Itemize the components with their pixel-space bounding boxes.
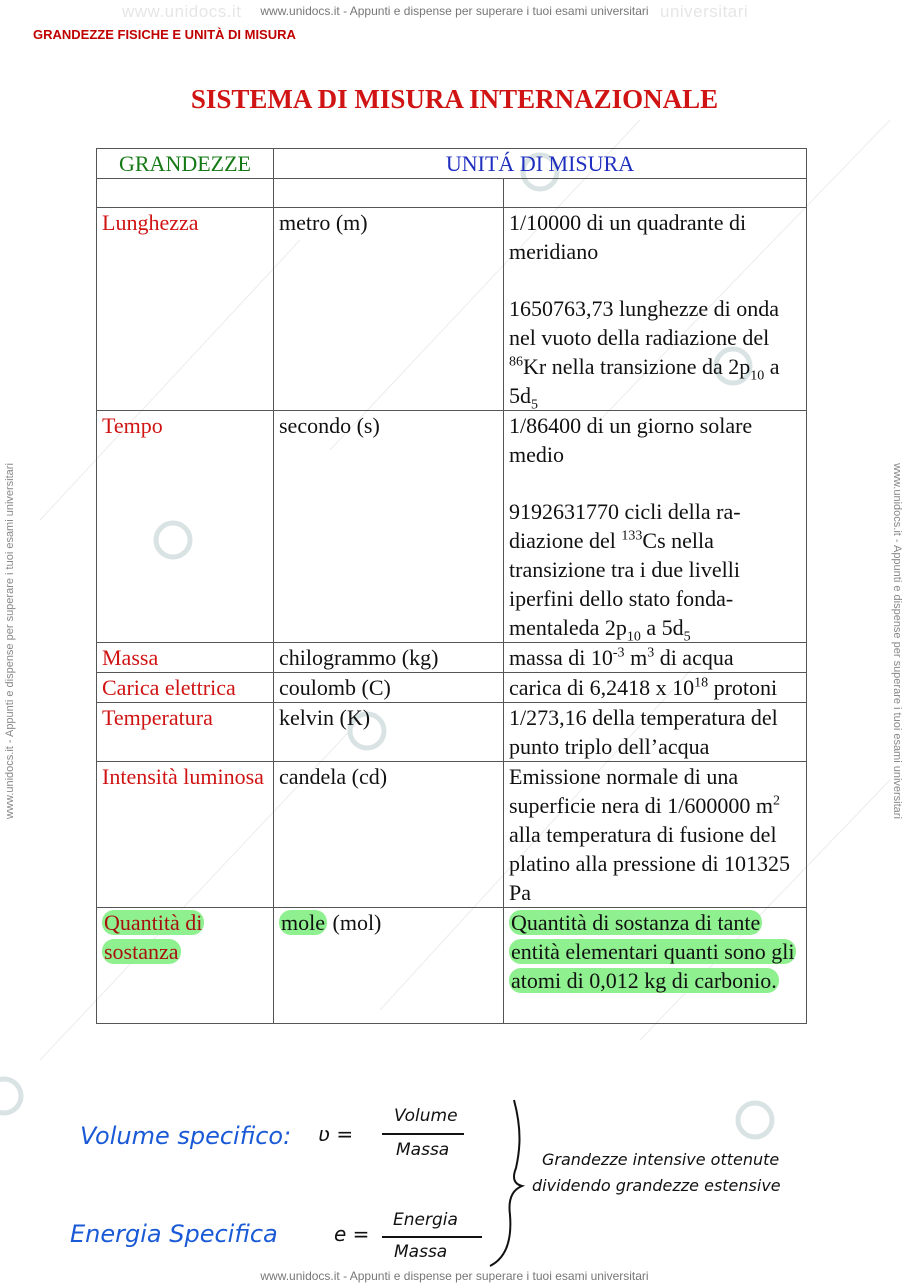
unit-name: secondo (s) xyxy=(274,411,504,643)
highlight-mark: mole xyxy=(281,910,325,935)
handwritten-volume-numerator: Volume xyxy=(394,1106,458,1126)
unit-definition: Emissione normale di una superficie nera di 1/600000 $m^2$ alla temperatura di fusione del platino alla pressione di 101325 Pa xyxy=(504,762,807,908)
unit-name: candela (cd) xyxy=(274,762,504,908)
definition-text: 1/10000 di un quadrante di meridiano xyxy=(509,210,747,264)
header-grandezze: GRANDEZZE xyxy=(97,149,274,179)
quantity-name: Intensità luminosa xyxy=(97,762,274,908)
unit-definition: 1/273,16 della temperatura del punto triplo dell’acqua xyxy=(504,703,807,762)
watermark-side-right: www.unidocs.it - Appunti e dispense per superare i tuoi esami universitari xyxy=(891,463,903,819)
watermark-ghost: www.unidocs.it xyxy=(122,2,242,21)
definition-text: 1650763,73 lunghezze di onda nel vuoto della radiazione del $^{86}$Kr nella transizione da $2p_{10}$ a $5d_5$ xyxy=(509,296,780,413)
quantity-name: Massa xyxy=(97,643,274,673)
unit-name: chilogrammo (kg) xyxy=(274,643,504,673)
handwritten-volume-symbol: ʋ = xyxy=(318,1122,354,1146)
header-unita: UNITÁ DI MISURA xyxy=(274,149,807,179)
handwritten-note-line2: dividendo grandezze estensive xyxy=(532,1176,781,1195)
quantity-name: Lunghezza xyxy=(97,208,274,411)
handwritten-volume-denominator: Massa xyxy=(396,1140,450,1160)
quantity-name: Carica elettrica xyxy=(97,673,274,703)
watermark-side-left: www.unidocs.it - Appunti e dispense per superare i tuoi esami universitari xyxy=(4,463,16,819)
watermark-bottom: www.unidocs.it - Appunti e dispense per superare i tuoi esami universitari xyxy=(260,1269,649,1283)
handwritten-energy-label: Energia Specifica xyxy=(70,1220,278,1248)
quantity-name: Temperatura xyxy=(97,703,274,762)
highlight-mark: Quantità di sostanza di tante entità elementari quanti sono gli atomi di 0,012 kg di carbonio. xyxy=(511,910,795,993)
handwritten-energy-numerator: Energia xyxy=(393,1210,458,1230)
handwritten-note-line1: Grandezze intensive ottenute xyxy=(542,1150,780,1169)
highlight-mark: Quantità di sostanza xyxy=(104,910,203,964)
unit-name: metro (m) xyxy=(274,208,504,411)
document-title: SISTEMA DI MISURA INTERNAZIONALE xyxy=(190,84,719,114)
unit-definition: carica di 6,2418 x $10^{18}$ protoni xyxy=(504,673,807,703)
definition-text: 1/86400 di un giorno solare medio xyxy=(509,413,753,467)
handwritten-energy-denominator: Massa xyxy=(394,1242,448,1262)
unit-name: mole (mol) xyxy=(274,908,504,1024)
unit-name: coulomb (C) xyxy=(274,673,504,703)
unit-definition: massa di $10^{-3}$ $m^3$ di acqua xyxy=(504,643,807,673)
page-header-title: GRANDEZZE FISICHE E UNITÀ DI MISURA xyxy=(33,27,296,42)
unit-name: kelvin (K) xyxy=(274,703,504,762)
quantity-name: Tempo xyxy=(97,411,274,643)
handwritten-volume-label: Volume specifico: xyxy=(80,1122,292,1150)
watermark-top: www.unidocs.it - Appunti e dispense per superare i tuoi esami universitari xyxy=(260,4,649,18)
handwritten-energy-symbol: e = xyxy=(334,1222,370,1246)
definition-text: 9192631770 cicli della ra-diazione del $^{133}$Cs nella transizione tra i due livelli iperfini dello stato fonda-mentaleda $2p_{10}$ a $5d_5$ xyxy=(509,499,741,645)
watermark-ghost: universitari xyxy=(660,2,749,21)
